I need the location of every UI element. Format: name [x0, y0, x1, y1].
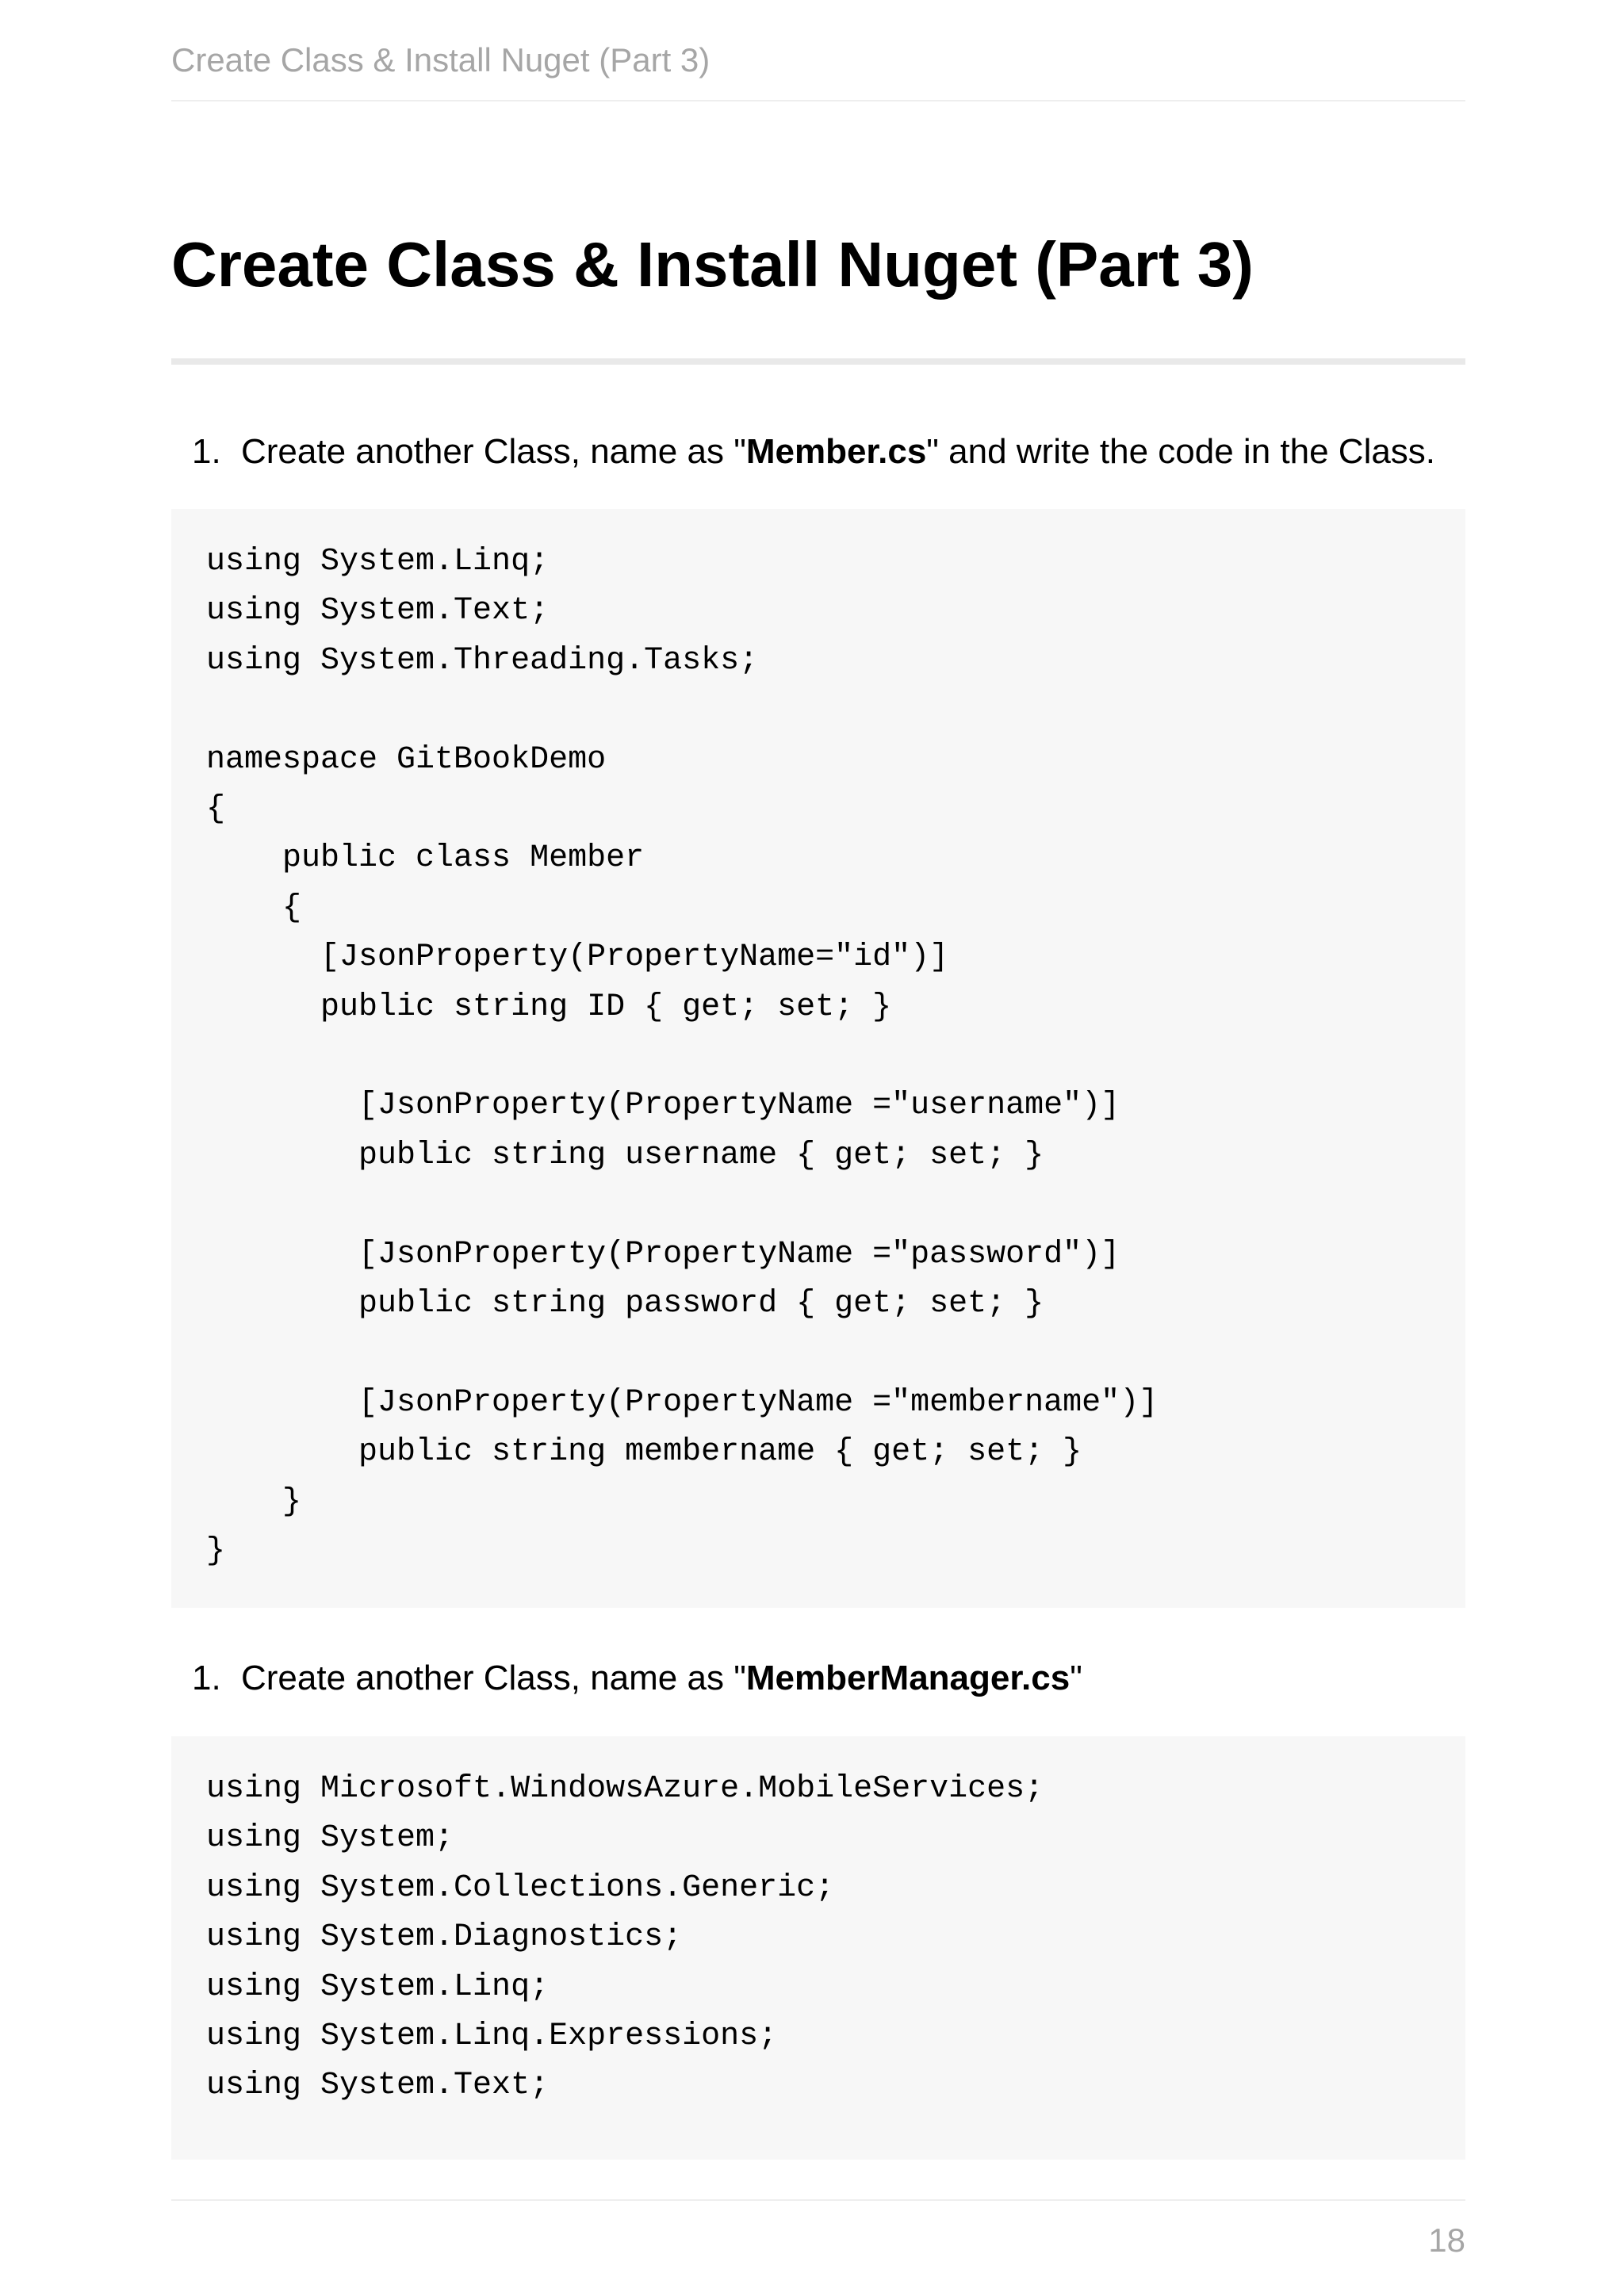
step-filename: MemberManager.cs [745, 1659, 1071, 1697]
step-text-before: Create another Class, name as " [241, 432, 746, 471]
step-text-after: " [1070, 1659, 1082, 1697]
list-item-step-1 [192, 428, 1435, 476]
step-filename: Member.cs [745, 432, 927, 471]
step-text-before: Create another Class, name as " [241, 1659, 746, 1697]
header-divider [171, 100, 1465, 101]
code-content: using Microsoft.WindowsAzure.MobileServices; using System; using System.Collections.Generic; using System.Diagnostics; using System.Linq; using System.Linq.Expressions; using System.Text; [206, 1771, 1044, 2104]
code-content: using System.Linq; using System.Text; using System.Threading.Tasks; namespace GitBookDemo { public class Member { [JsonProperty(PropertyName="id")] public string ID { get; set; } [JsonProperty(PropertyName ="username")] public string username { get; set; } [JsonProperty(PropertyName ="password")] public string password { get; set; } [JsonProperty(PropertyName ="membername")] public string membername { get; set; } } } [206, 544, 1159, 1570]
code-block-member-class [171, 509, 1465, 1608]
footer-divider [171, 2199, 1465, 2201]
title-divider [171, 358, 1465, 365]
list-item-number: 1. [192, 1659, 221, 1697]
step-text-after: " and write the code in the Class. [926, 432, 1436, 471]
list-item-step-2 [192, 1655, 1082, 1702]
list-item-number: 1. [192, 432, 221, 471]
code-block-member-manager [171, 1736, 1465, 2160]
page-title: Create Class & Install Nuget (Part 3) [171, 229, 1254, 300]
page-number: 18 [1428, 2221, 1465, 2259]
running-header: Create Class & Install Nuget (Part 3) [171, 41, 710, 78]
